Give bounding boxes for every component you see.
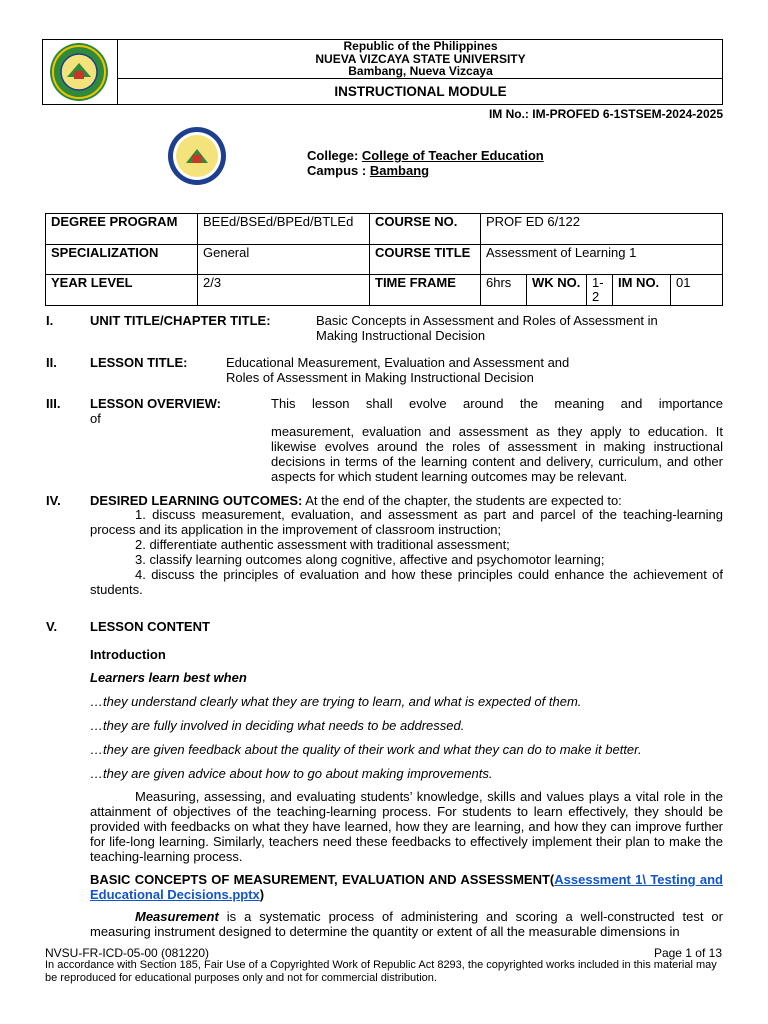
lesson-overview-first-line: This lesson shall evolve around the meaning and importance <box>271 396 723 411</box>
learners-heading: Learners learn best when <box>90 670 247 685</box>
measurement-term: Measurement <box>135 909 219 924</box>
week-no-label: WK NO. <box>527 275 587 306</box>
course-no-label: COURSE NO. <box>370 214 481 245</box>
table-row <box>46 214 723 245</box>
table-row <box>46 275 723 306</box>
im-no-value: 01 <box>671 275 723 306</box>
list-item: …they are fully involved in deciding what needs to be addressed. <box>90 718 465 733</box>
time-frame-value: 6hrs <box>481 275 527 306</box>
learning-outcome: 4. discuss the principles of evaluation and how these principles could enhance the achievement of students. <box>90 567 723 597</box>
university-seal-logo <box>47 41 111 103</box>
section-number: V. <box>46 619 58 634</box>
section-number: IV. <box>46 493 61 508</box>
header-divider <box>117 78 723 79</box>
learning-outcome: 1. discuss measurement, evaluation, and assessment as part and parcel of the teaching-learning process and its application in the improvement of classroom instruction; <box>90 507 723 537</box>
unit-title-label: UNIT TITLE/CHAPTER TITLE: <box>90 313 271 328</box>
section-number: II. <box>46 355 57 370</box>
campus-label: Campus : <box>307 163 367 178</box>
page-number: Page 1 of 13 <box>653 946 722 960</box>
year-level-value: 2/3 <box>198 275 370 306</box>
learning-outcome: 3. classify learning outcomes along cognitive, affective and psychomotor learning; <box>135 552 605 567</box>
specialization-value: General <box>198 245 370 275</box>
university-name: NUEVA VIZCAYA STATE UNIVERSITY <box>315 51 526 66</box>
unit-title-text <box>316 313 658 343</box>
lesson-content-label: LESSON CONTENT <box>90 619 210 634</box>
lesson-title-label: LESSON TITLE: <box>90 355 188 370</box>
form-code: NVSU-FR-ICD-05-00 (081220) <box>45 946 210 960</box>
lesson-title-line: Educational Measurement, Evaluation and Assessment and <box>226 355 570 370</box>
degree-label: DEGREE PROGRAM <box>46 214 198 245</box>
table-row <box>46 245 723 275</box>
unit-title-line: Making Instructional Decision <box>316 328 486 343</box>
basic-concepts-close: ) <box>259 887 265 902</box>
learning-outcome: 2. differentiate authentic assessment with traditional assessment; <box>135 537 510 552</box>
im-no-label: IM NO. <box>613 275 671 306</box>
college-seal-logo <box>162 125 232 187</box>
list-item: …they understand clearly what they are trying to learn, and what is expected of them. <box>90 694 582 709</box>
republic-line: Republic of the Philippines <box>343 39 498 53</box>
lesson-overview-of: of <box>90 411 101 426</box>
measurement-paragraph <box>90 909 723 939</box>
learning-outcomes-heading <box>90 493 723 508</box>
measurement-definition: is a systematic process of administering and scoring a well-constructed test or measuring instrument designed to determine the quantity or extent of all the measurable dimensions in <box>90 909 723 939</box>
learning-outcomes-intro: At the end of the chapter, the students are expected to: <box>302 493 622 508</box>
time-frame-label: TIME FRAME <box>370 275 481 306</box>
copyright-notice: In accordance with Section 185, Fair Use of a Copyrighted Work of Republic Act 8293, the copyrighted works included in this material may be reproduced for educational purposes only and not for commercial distribution. <box>45 959 717 984</box>
basic-concepts-heading <box>90 872 723 902</box>
specialization-label: SPECIALIZATION <box>46 245 198 275</box>
basic-concepts-title: BASIC CONCEPTS OF MEASUREMENT, EVALUATION AND ASSESSMENT( <box>90 872 555 887</box>
section-number: III. <box>46 396 61 411</box>
course-title-value: Assessment of Learning 1 <box>481 245 723 275</box>
lesson-title-text <box>226 355 569 385</box>
lesson-overview-body: measurement, evaluation and assessment as they apply to education. It likewise evolves around the roles of assessment in making instructional decisions in terms of the learning content and delivery, curriculum, and other aspects for which student learning outcomes may be relevant. <box>271 424 723 484</box>
lesson-title-line: Roles of Assessment in Making Instructional Decision <box>226 370 534 385</box>
intro-paragraph: Measuring, assessing, and evaluating students’ knowledge, skills and values plays a vital role in the attainment of objectives of the teaching-learning process. For students to learn effectively, they should be provided with feedbacks on what they have learned, how they are learning, and how they can improve further for life-long learning. Similarly, teachers need these feedbacks to effectively implement their plan to make the teaching-learning process. <box>90 789 723 864</box>
module-title: INSTRUCTIONAL MODULE <box>334 84 507 99</box>
header-text <box>118 40 723 78</box>
course-info-table <box>45 213 723 306</box>
list-item: …they are given feedback about the quality of their work and what they can do to make it better. <box>90 742 642 757</box>
course-title-label: COURSE TITLE <box>370 245 481 275</box>
college-label: College: <box>307 148 359 163</box>
college-block <box>307 148 544 178</box>
week-no-value: 1-2 <box>587 275 613 306</box>
year-level-label: YEAR LEVEL <box>46 275 198 306</box>
course-no-value: PROF ED 6/122 <box>481 214 723 245</box>
im-number: IM No.: IM-PROFED 6-1STSEM-2024-2025 <box>488 107 723 121</box>
campus-location: Bambang, Nueva Vizcaya <box>348 64 493 78</box>
list-item: …they are given advice about how to go about making improvements. <box>90 766 493 781</box>
campus-value: Bambang <box>369 163 430 178</box>
college-value: College of Teacher Education <box>361 148 544 163</box>
unit-title-line: Basic Concepts in Assessment and Roles of Assessment in <box>316 313 658 328</box>
introduction-heading: Introduction <box>90 647 166 662</box>
section-number: I. <box>46 313 54 328</box>
lesson-overview-label: LESSON OVERVIEW: <box>90 396 221 411</box>
degree-value: BEEd/BSEd/BPEd/BTLEd <box>198 214 370 245</box>
assessment-slides-link[interactable]: Assessment 1\ Testing and Educational Decisions.pptx <box>90 872 723 902</box>
learning-outcomes-label: DESIRED LEARNING OUTCOMES: <box>90 493 303 508</box>
